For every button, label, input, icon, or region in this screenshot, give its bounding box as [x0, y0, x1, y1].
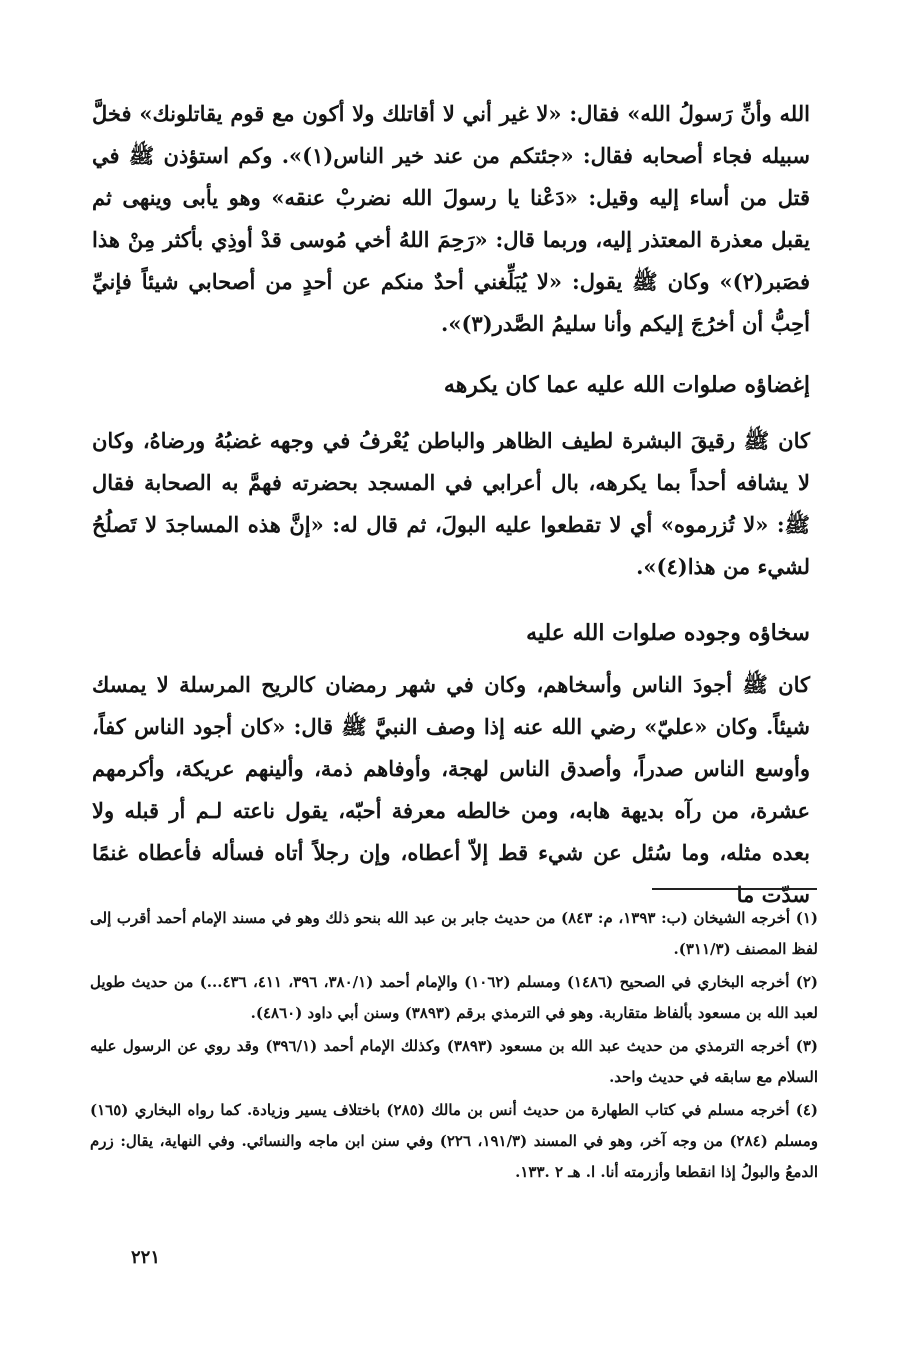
footnote-4: (٤) أخرجه مسلم في كتاب الطهارة من حديث أنس بن مالك (٢٨٥) باختلاف يسير وزيادة. كما رواه البخاري (١٦٥) ومسلم (٢٨٤) من وجه آخر، وهو في المسند (١٩١/٣، ٢٢٦) وفي سنن ابن ماجه والنسائي. وفي النهاية، يقال: زرم الدمعُ والبولُ إذا انقطعا وأزرمته أنا. ا. هـ ٢ .١٣٣.	[90, 1101, 819, 1181]
paragraph-2	[92, 420, 810, 588]
footnote-1: (١) أخرجه الشيخان (ب: ١٣٩٣، م: ٨٤٣) من حديث جابر بن عبد الله بنحو ذلك وهو في مسند الإمام أحمد أقرب إلى لفظ المصنف (٣١١/٣).	[90, 909, 818, 958]
paragraph-3-text: كان ﷺ أجودَ الناس وأسخاهم، وكان في شهر رمضان كالريح المرسلة لا يمسك شيئاً. وكان «عليّ» رضي الله عنه إذا وصف النبيَّ ﷺ قال: «كان أجود الناس كفاً، وأوسع الناس صدراً، وأصدق الناس لهجة، وأوفاهم ذمة، وألينهم عريكة، وأكرمهم عشرة، من رآه بديهة هابه، ومن خالطه معرفة أحبّه، يقول ناعته لـم أر قبله ولا بعده مثله، وما سُئل عن شيء قط إلاّ أعطاه، وإن رجلاً أتاه فسأله فأعطاه غنمًا سدّت ما	[92, 672, 810, 907]
page-number: ٢٢١	[131, 1247, 161, 1268]
paragraph-1-text: الله وأنِّ رَسولُ الله» فقال: «لا غير أني لا أقاتلك ولا أكون مع قوم يقاتلونك» فخلَّ سبيله فجاء أصحابه فقال: «جئتكم من عند خير الناس(١)». وكم استؤذن ﷺ في قتل من أساء إليه وقيل: «دَعْنا يا رسولَ الله نضربْ عنقه» وهو يأبى وينهى ثم يقبل معذرة المعتذر إليه، وربما قال: «رَحِمَ اللهُ أخي مُوسى قدْ أوذِي بأكثر مِنْ هذا فصَبر(٢)» وكان ﷺ يقول: «لا يُبَلِّغني أحدٌ منكم عن أحدٍ من أصحابي شيئاً فإنيِّ أحِبُّ أن أخرُجَ إليكم وأنا سليمُ الصَّدر(٣)».	[92, 101, 810, 336]
section-heading-forbearance: إغضاؤه صلوات الله عليه عما كان يكرهه	[443, 372, 810, 398]
footnote-3: (٣) أخرجه الترمذي من حديث عبد الله بن مسعود (٣٨٩٣) وكذلك الإمام أحمد (٣٩٦/١) وقد روي عن الرسول عليه السلام مع سابقه في حديث واحد.	[90, 1037, 819, 1086]
paragraph-2-text: كان ﷺ رقيقَ البشرة لطيف الظاهر والباطن يُعْرفُ في وجهه غضبُهُ ورضاهُ، وكان لا يشافه أحداً بما يكرهه، بال أعرابي في المسجد بحضرته فهمَّ به الصحابة فقال ﷺ: «لا تُزرموه» أي لا تقطعوا عليه البولَ، ثم قال له: «إنَّ هذه المساجدَ لا تَصلُحُ لشيء من هذا(٤)».	[92, 428, 810, 579]
footnotes	[90, 903, 818, 1190]
footnote-2: (٢) أخرجه البخاري في الصحيح (١٤٨٦) ومسلم (١٠٦٢) والإمام أحمد (٣٨٠/١، ٣٩٦، ٤١١، ٤٣٦...) من حديث طويل لعبد الله بن مسعود بألفاظ متقاربة. وهو في الترمذي برقم (٣٨٩٣) وسنن أبي داود (٤٨٦٠).	[90, 973, 818, 1022]
paragraph-1	[92, 93, 810, 345]
section-heading-generosity: سخاؤه وجوده صلوات الله عليه	[526, 620, 810, 646]
footnote-separator	[652, 888, 817, 890]
paragraph-3	[92, 664, 810, 916]
